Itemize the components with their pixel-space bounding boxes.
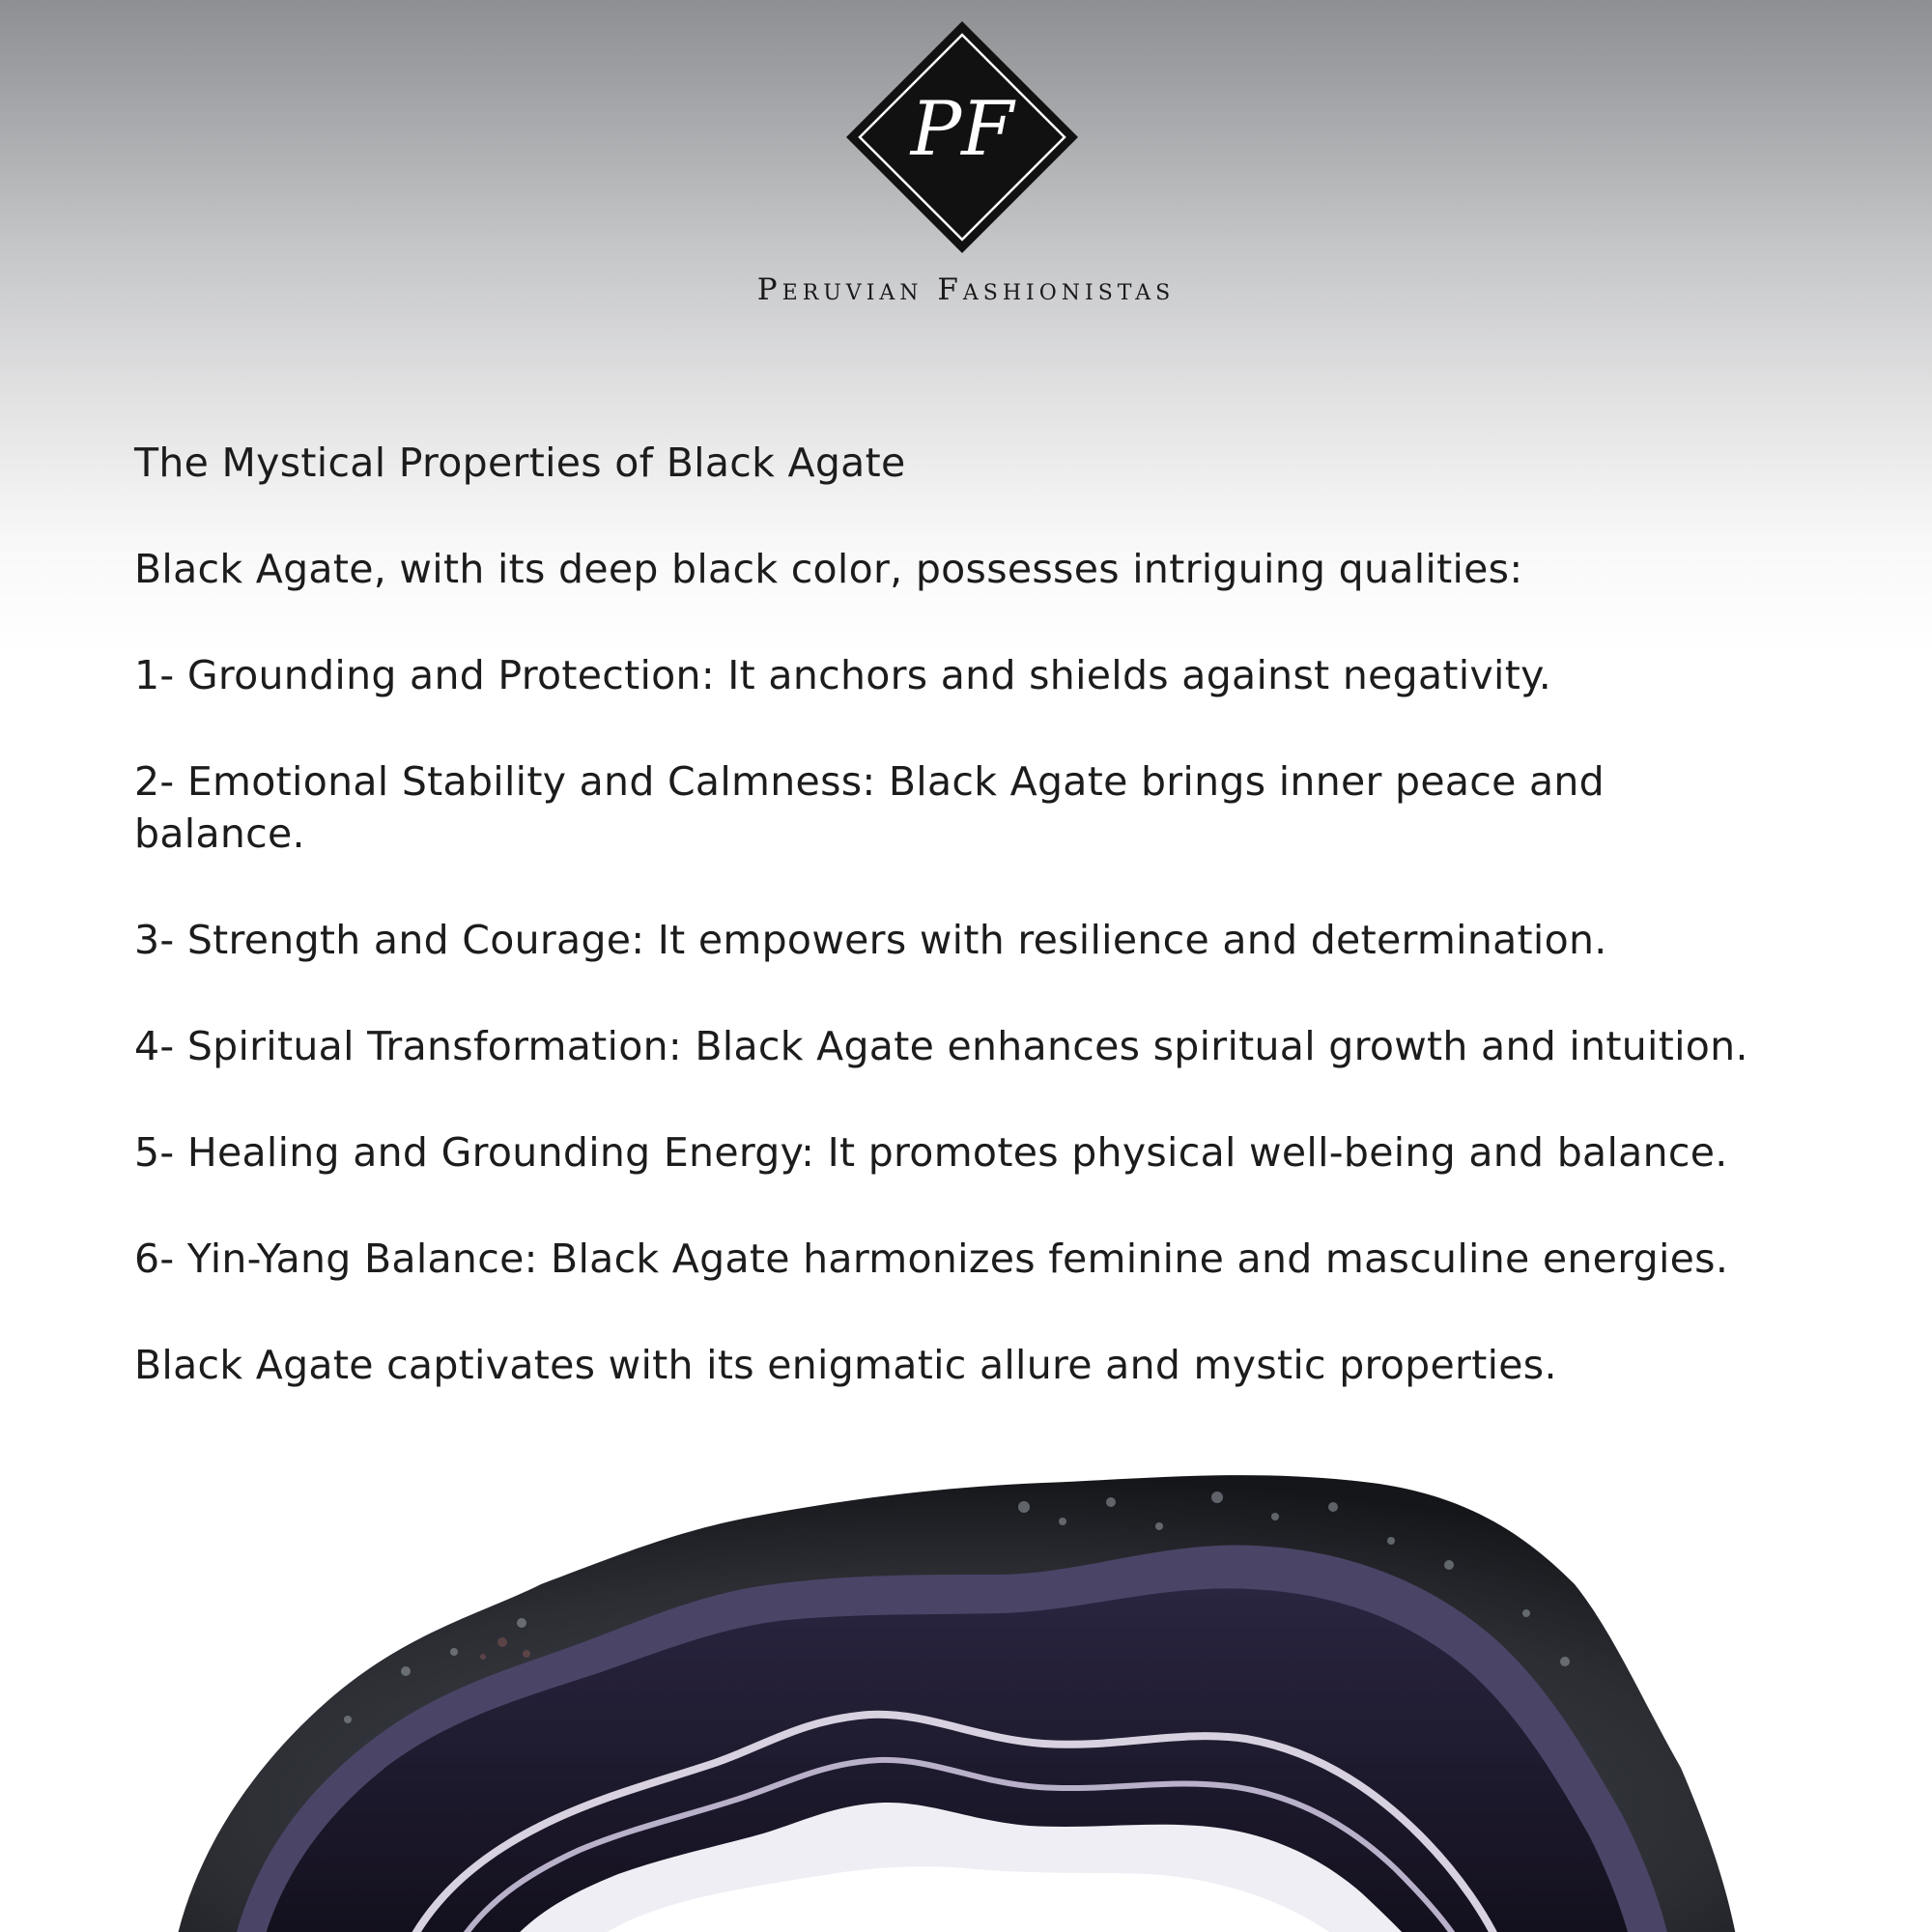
brand-name: [599, 272, 1333, 307]
property-item-3: 3- Strength and Courage: It empowers with resilience and determination.: [134, 917, 1607, 963]
article: [134, 437, 1873, 1445]
property-item-5: 5- Healing and Grounding Energy: It promotes physical well-being and balance.: [134, 1129, 1728, 1176]
article-closing: Black Agate captivates with its enigmatic allure and mystic properties.: [134, 1342, 1557, 1388]
brand-logo: [846, 21, 1078, 253]
property-item-6: 6- Yin-Yang Balance: Black Agate harmonizes feminine and masculine energies.: [134, 1236, 1729, 1282]
article-intro: Black Agate, with its deep black color, possesses intriguing qualities:: [134, 546, 1523, 592]
property-item-2: 2- Emotional Stability and Calmness: Black Agate brings inner peace and balance.: [134, 758, 1605, 857]
brand-name-text: Peruvian Fashionistas: [756, 272, 1176, 307]
property-item-1: 1- Grounding and Protection: It anchors and shields against negativity.: [134, 652, 1552, 698]
logo-monogram: PF: [910, 86, 1014, 173]
black-agate-stone-image: [0, 1449, 1932, 1932]
property-item-4: 4- Spiritual Transformation: Black Agate enhances spiritual growth and intuition.: [134, 1023, 1748, 1069]
article-title: The Mystical Properties of Black Agate: [134, 440, 906, 486]
